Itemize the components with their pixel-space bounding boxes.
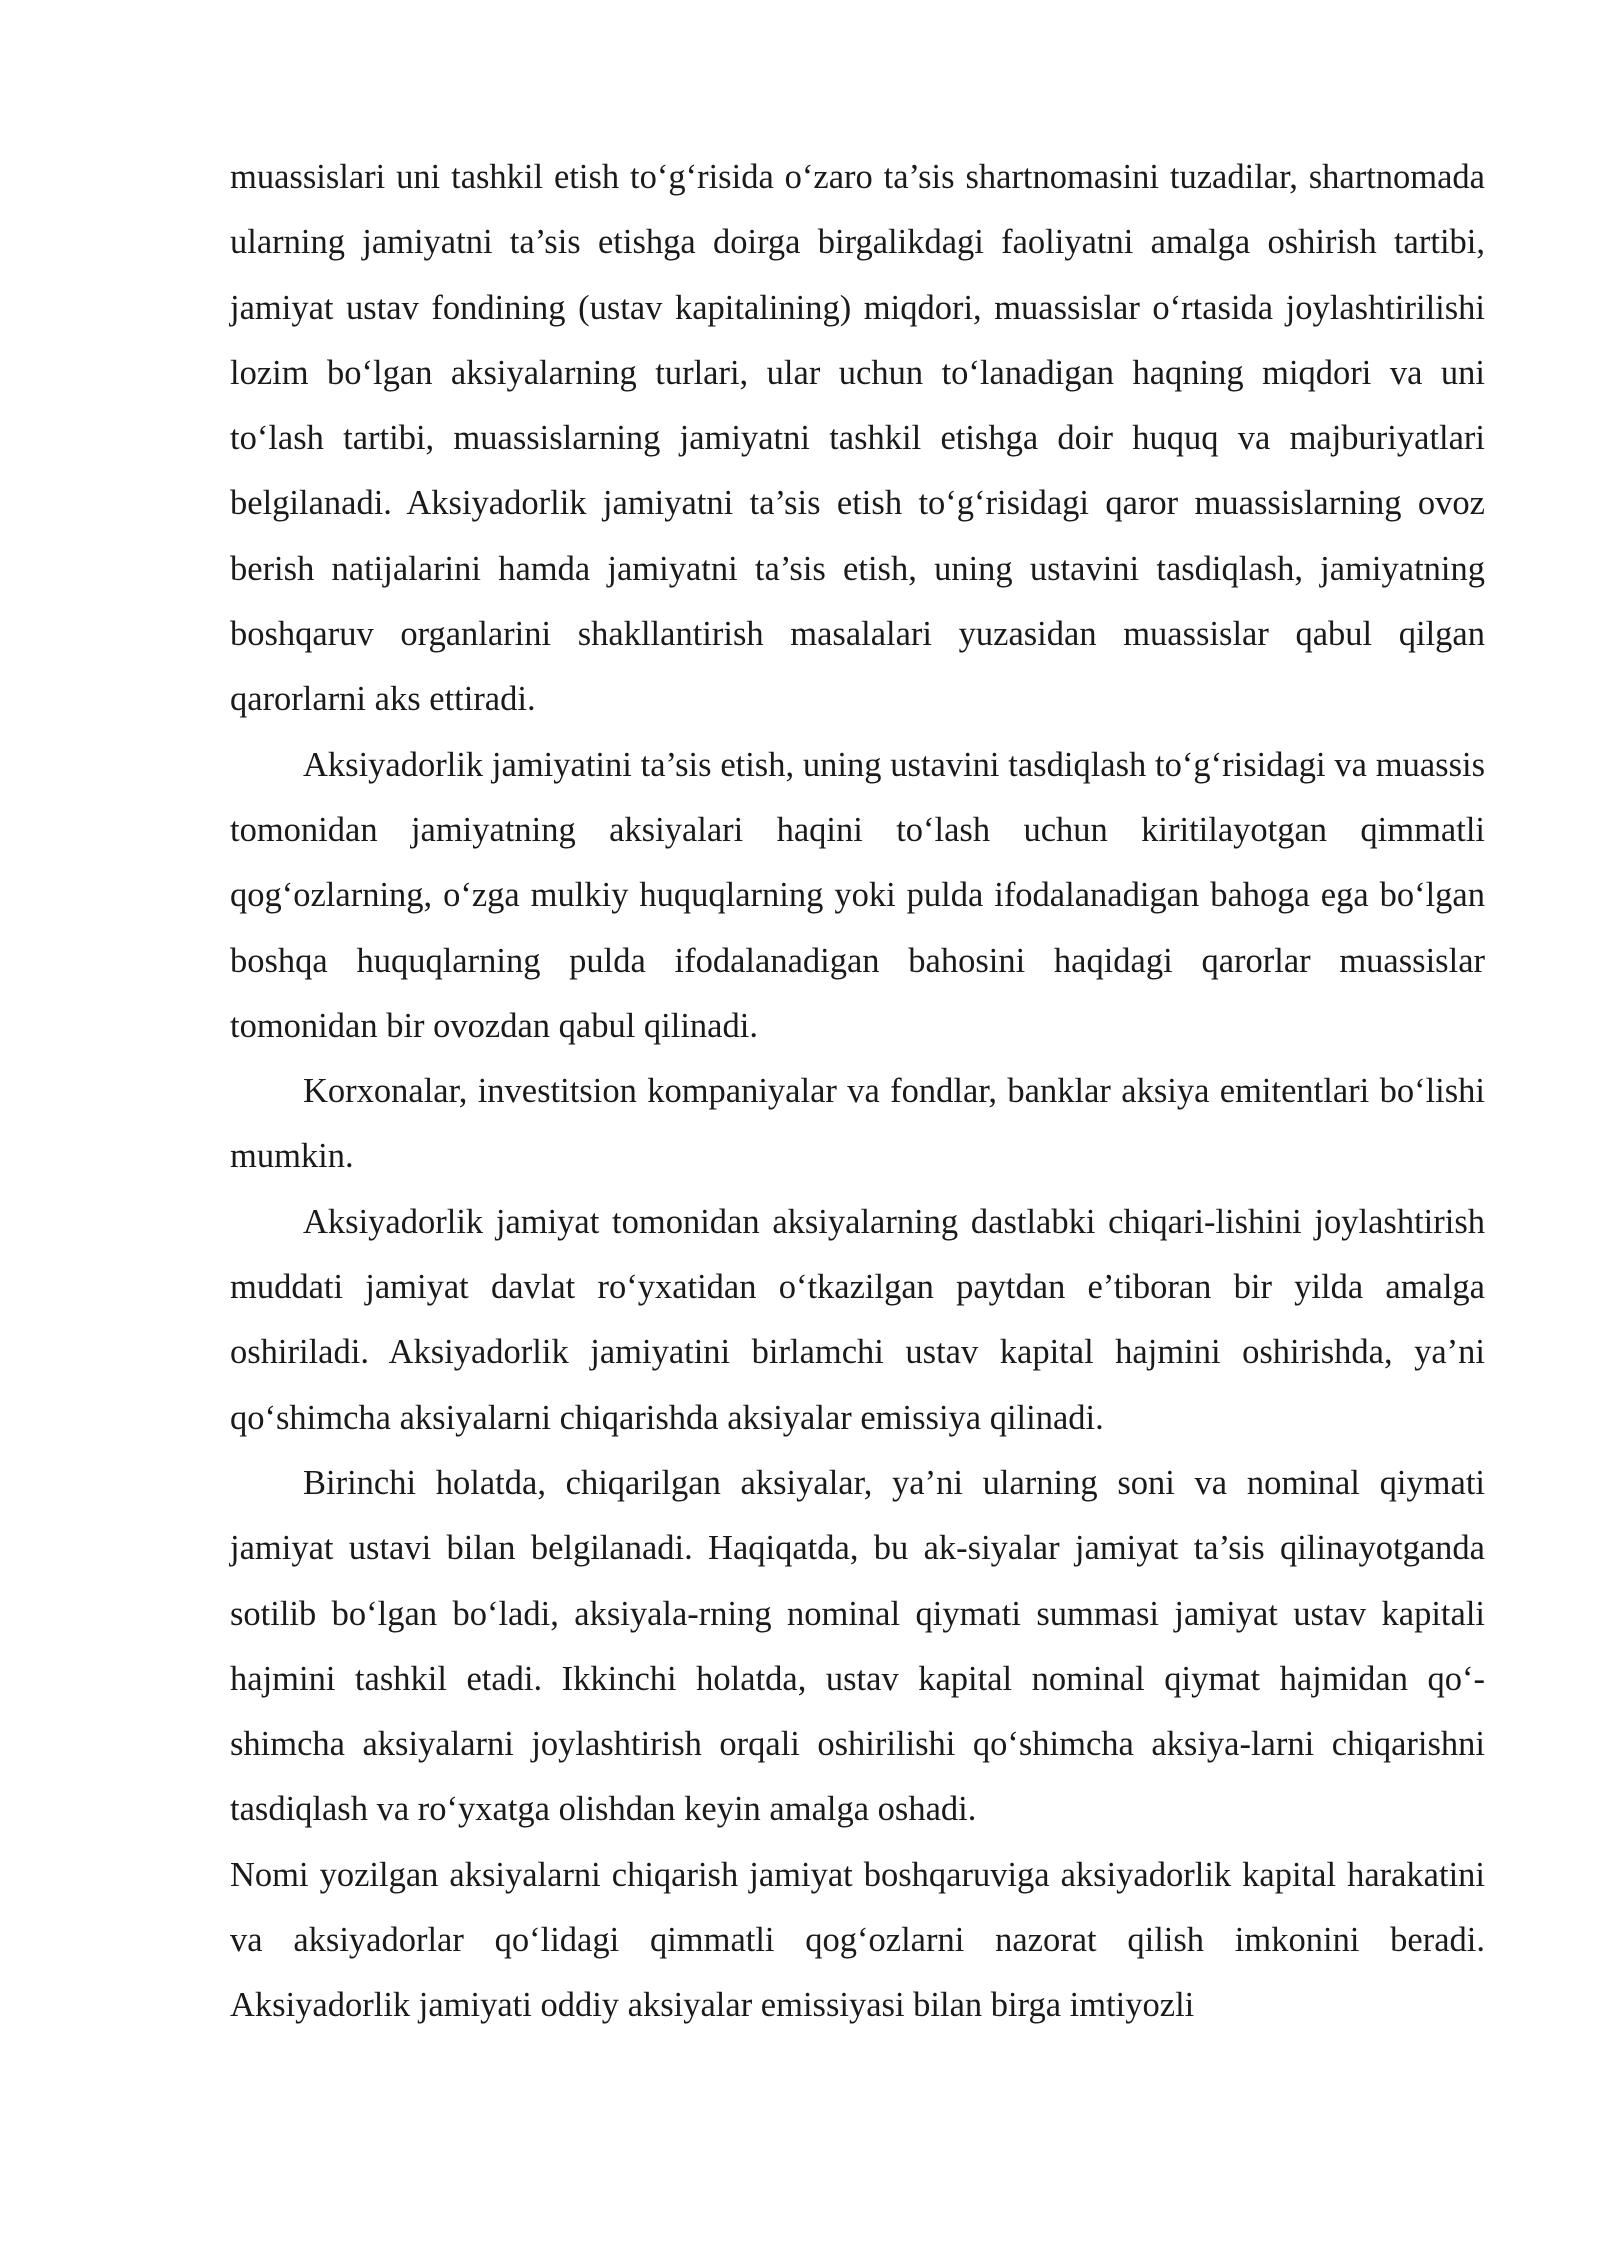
paragraph-6: Nomi yozilgan aksiyalarni chiqarish jamiyat boshqaruviga aksiyadorlik kapital harakatini va aksiyadorlar qo‘lidagi qimmatli qog‘ozlarni nazorat qilish imkonini beradi. Aksiyadorlik jamiyati oddiy aksiyalar emissiyasi bilan birga imtiyozli xyxy=(230,1855,1485,2025)
paragraph-5: Birinchi holatda, chiqarilgan aksiyalar, ya’ni ularning soni va nominal qiymati jamiyat ustavi bilan belgilanadi. Haqiqatda, bu ak-siyalar jamiyat ta’sis qilinayotganda sotilib bo‘lgan bo‘ladi, aksiyala-rning nominal qiymati summasi jamiyat ustav kapitali hajmini tashkil etadi. Ikkinchi holatda, ustav kapital nominal qiymat hajmidan qo‘-shimcha aksiyalarni joylashtirish orqali oshirilishi qo‘shimcha aksiya-larni chiqarishni tasdiqlash va ro‘yxatga olishdan keyin amalga oshadi. xyxy=(230,1463,1485,1829)
paragraph-4: Aksiyadorlik jamiyat tomonidan aksiyalarning dastlabki chiqari-lishini joylashtirish muddati jamiyat davlat ro‘yxatidan o‘tkazilgan paytdan e’tiboran bir yilda amalga oshiriladi. Aksiyadorlik jamiyatini birlamchi ustav kapital hajmini oshirishda, ya’ni qo‘shimcha aksiyalarni chiqarishda aksiyalar emissiya qilinadi. xyxy=(230,1202,1485,1437)
paragraph-1: muassislari uni tashkil etish to‘g‘risida o‘zaro ta’sis shartnomasini tuzadilar, shartnomada ularning jamiyatni ta’sis etishga doirga birgalikdagi faoliyatni amalga oshirish tartibi, jamiyat ustav fondining (ustav kapitalining) miqdori, muassislar o‘rtasida joylashtirilishi lozim bo‘lgan aksiyalarning turlari, ular uchun to‘lanadigan haqning miqdori va uni to‘lash tartibi, muassislarning jamiyatni tashkil etishga doir huquq va majburiyatlari belgilanadi. Aksiyadorlik jamiyatni ta’sis etish to‘g‘risidagi qaror muassislarning ovoz berish natijalarini hamda jamiyatni ta’sis etish, uning ustavini tasdiqlash, jamiyatning boshqaruv organlarini shakllantirish masalalari yuzasidan muassislar qabul qilgan qarorlarni aks ettiradi. xyxy=(230,158,1485,719)
paragraph-2: Aksiyadorlik jamiyatini ta’sis etish, uning ustavini tasdiqlash to‘g‘risidagi va muassis tomonidan jamiyatning aksiyalari haqini to‘lash uchun kiritilayotgan qimmatli qog‘ozlarning, o‘zga mulkiy huquqlarning yoki pulda ifodalanadigan bahoga ega bo‘lgan boshqa huquqlarning pulda ifodalanadigan bahosini haqidagi qarorlar muassislar tomonidan bir ovozdan qabul qilinadi. xyxy=(230,745,1485,1045)
document-page xyxy=(230,145,1485,2039)
paragraph-3: Korxonalar, investitsion kompaniyalar va fondlar, banklar aksiya emitentlari bo‘lishi mumkin. xyxy=(230,1072,1485,1176)
